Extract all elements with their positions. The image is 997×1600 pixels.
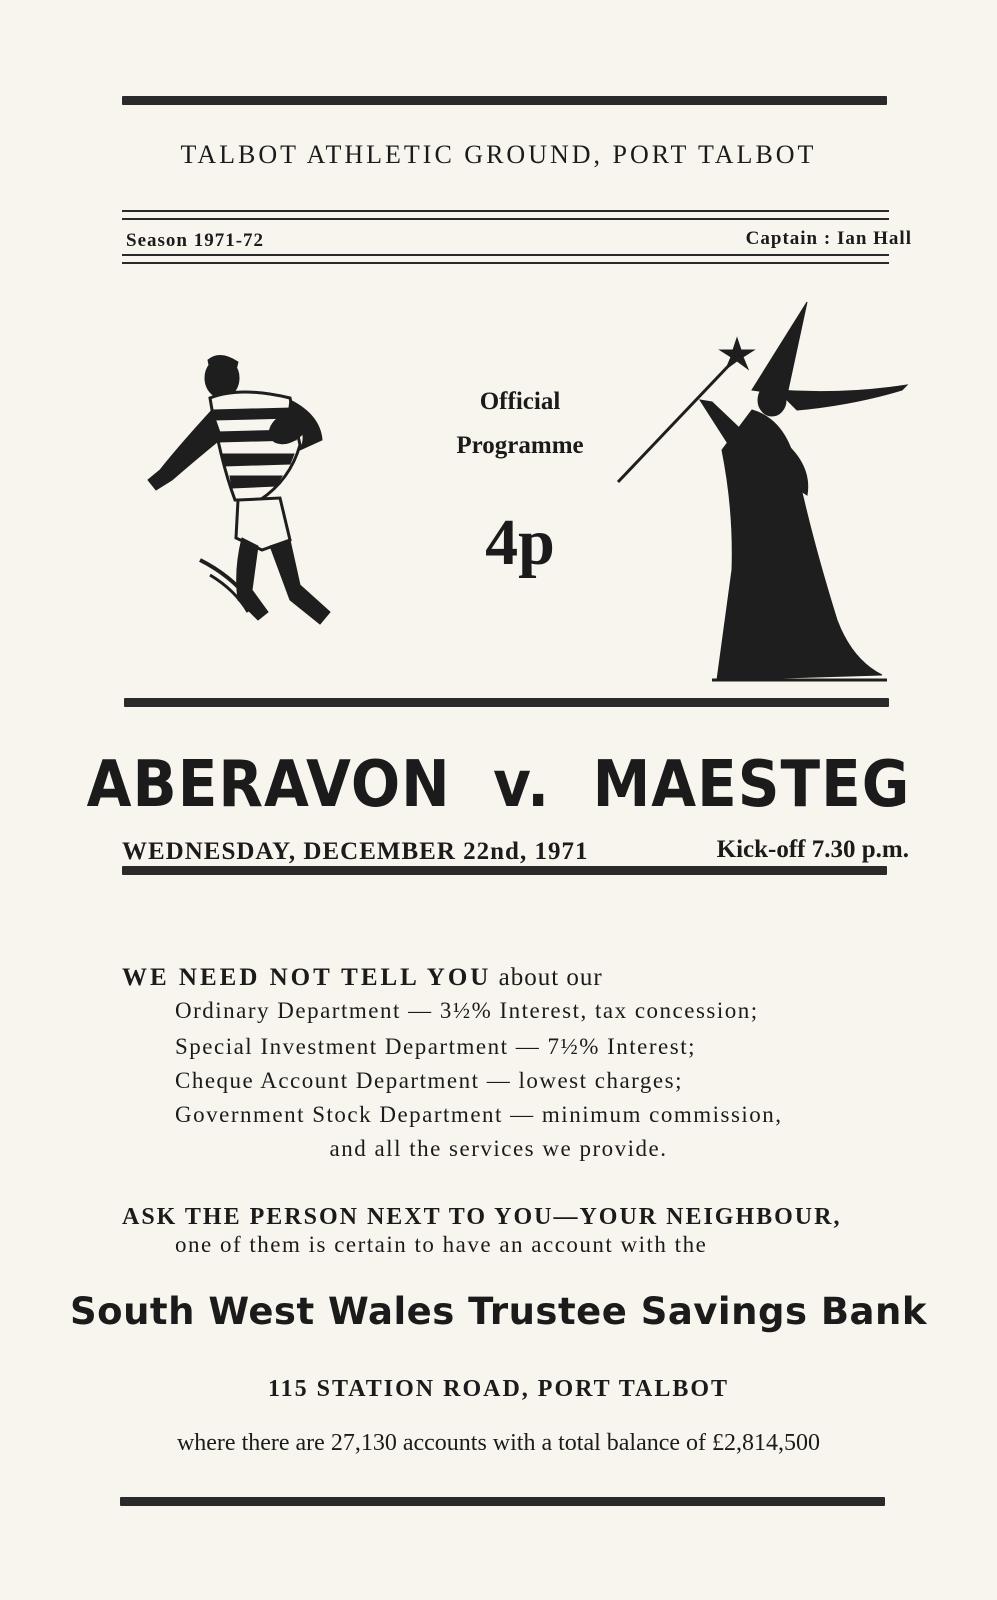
advert-services: and all the services we provide. bbox=[329, 1136, 668, 1161]
advert-lead-bold: WE NEED NOT TELL YOU bbox=[122, 964, 492, 991]
bank-address: 115 STATION ROAD, PORT TALBOT bbox=[267, 1376, 730, 1402]
bank-name: South West Wales Trustee Savings Bank bbox=[70, 1290, 927, 1333]
header-rule-top bbox=[122, 210, 889, 220]
advert-line-cheque: Cheque Account Department — lowest charges; bbox=[175, 1068, 683, 1093]
programme-label-official: Official bbox=[479, 388, 561, 415]
season-label: Season 1971-72 bbox=[126, 230, 265, 251]
top-rule bbox=[122, 96, 887, 105]
kickoff-time: Kick-off 7.30 p.m. bbox=[716, 836, 909, 863]
programme-label-programme: Programme bbox=[456, 432, 584, 459]
programme-rule bbox=[124, 698, 889, 707]
venue-title: TALBOT ATHLETIC GROUND, PORT TALBOT bbox=[180, 140, 817, 169]
match-title: ABERAVON v. MAESTEG bbox=[86, 746, 911, 822]
header-rule-bottom bbox=[122, 254, 889, 264]
advert-ask: ASK THE PERSON NEXT TO YOU—YOUR NEIGHBOUR, bbox=[122, 1204, 842, 1230]
bank-balance: where there are 27,130 accounts with a total balance of £2,814,500 bbox=[176, 1430, 821, 1456]
advert-line-ordinary: Ordinary Department — 3½% Interest, tax concession; bbox=[175, 998, 759, 1023]
advert-certain: one of them is certain to have an account with the bbox=[175, 1232, 708, 1257]
advert-line-government: Government Stock Department — minimum commission, bbox=[175, 1102, 783, 1127]
advert-lead bbox=[122, 964, 603, 992]
captain-label: Captain : Ian Hall bbox=[745, 228, 912, 249]
match-rule bbox=[122, 866, 887, 875]
rugby-player-icon bbox=[140, 350, 360, 640]
advert-line-special: Special Investment Department — 7½% Interest; bbox=[175, 1034, 696, 1059]
bottom-rule bbox=[120, 1497, 885, 1506]
wizard-icon bbox=[612, 300, 912, 690]
advert-lead-rest: about our bbox=[491, 964, 603, 991]
match-date: WEDNESDAY, DECEMBER 22nd, 1971 bbox=[122, 838, 589, 865]
programme-price: 4p bbox=[485, 506, 555, 579]
